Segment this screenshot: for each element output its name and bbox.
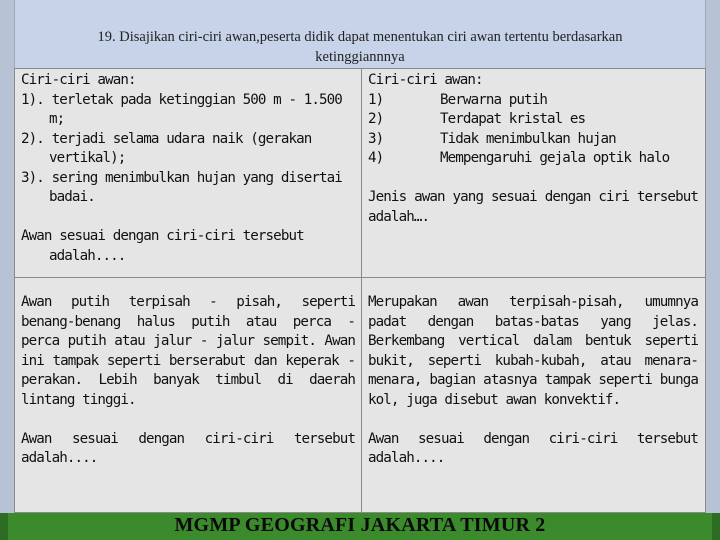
question-header xyxy=(14,0,706,68)
right-top-heading: Ciri-ciri awan: xyxy=(368,72,483,88)
left-top-item: vertikal); xyxy=(49,150,126,166)
left-top-item: 1). terletak pada ketinggian 500 m - 1.500 xyxy=(21,91,342,108)
column-divider xyxy=(361,69,362,512)
header-line-1: 19. Disajikan ciri-ciri awan,peserta didik dapat menentukan ciri awan tertentu berdasarkan xyxy=(97,29,623,45)
left-top-question-cont: adalah.... xyxy=(49,247,126,264)
cell-right-top xyxy=(368,71,698,227)
left-top-item: 3). sering menimbulkan hujan yang disertai xyxy=(21,169,342,186)
list-item: 4) Mempengaruhi gejala optik halo xyxy=(368,150,670,166)
list-item: 3) Tidak menimbulkan hujan xyxy=(368,130,616,147)
list-item: 1) Berwarna putih xyxy=(368,91,547,108)
cell-left-top xyxy=(21,71,355,266)
footer-title: MGMP GEOGRAFI JAKARTA TIMUR 2 xyxy=(174,514,546,536)
left-bottom-description: Awan putih terpisah - pisah, seperti benang-benang halus putih atau perca - perca putih atau jalur - jalur sempit. Awan ini tampak seperti berserabut dan keperak - perakan. Lebih banyak timbul di daerah lintang tinggi. xyxy=(21,294,355,408)
left-top-question: Awan sesuai dengan ciri-ciri tersebut xyxy=(21,228,304,244)
right-top-list xyxy=(368,91,698,169)
question-table xyxy=(14,68,706,513)
right-bottom-question: Awan sesuai dengan ciri-ciri tersebut adalah.... xyxy=(368,430,698,466)
header-line-2: ketinggiannnya xyxy=(315,49,405,65)
left-top-item: 2). terjadi selama udara naik (gerakan xyxy=(21,130,312,147)
left-bottom-question: Awan sesuai dengan ciri-ciri tersebut adalah.... xyxy=(21,430,355,466)
list-item: 2) Terdapat kristal es xyxy=(368,111,586,127)
right-top-question: Jenis awan yang sesuai dengan ciri tersebut adalah…. xyxy=(368,189,698,225)
left-top-heading: Ciri-ciri awan: xyxy=(21,72,136,88)
left-top-item: badai. xyxy=(49,189,95,205)
cell-right-bottom xyxy=(368,293,698,469)
right-bottom-description: Merupakan awan terpisah-pisah, umumnya padat dengan batas-batas yang jelas. Berkembang vertical dalam bentuk seperti bukit, seperti kubah-kubah, atau menara-menara, bagian atasnya tampak seperti bunga kol, juga disebut awan konvektif. xyxy=(368,294,698,408)
cell-left-bottom xyxy=(21,293,355,469)
left-top-item: m; xyxy=(49,111,65,127)
row-divider xyxy=(15,277,705,278)
